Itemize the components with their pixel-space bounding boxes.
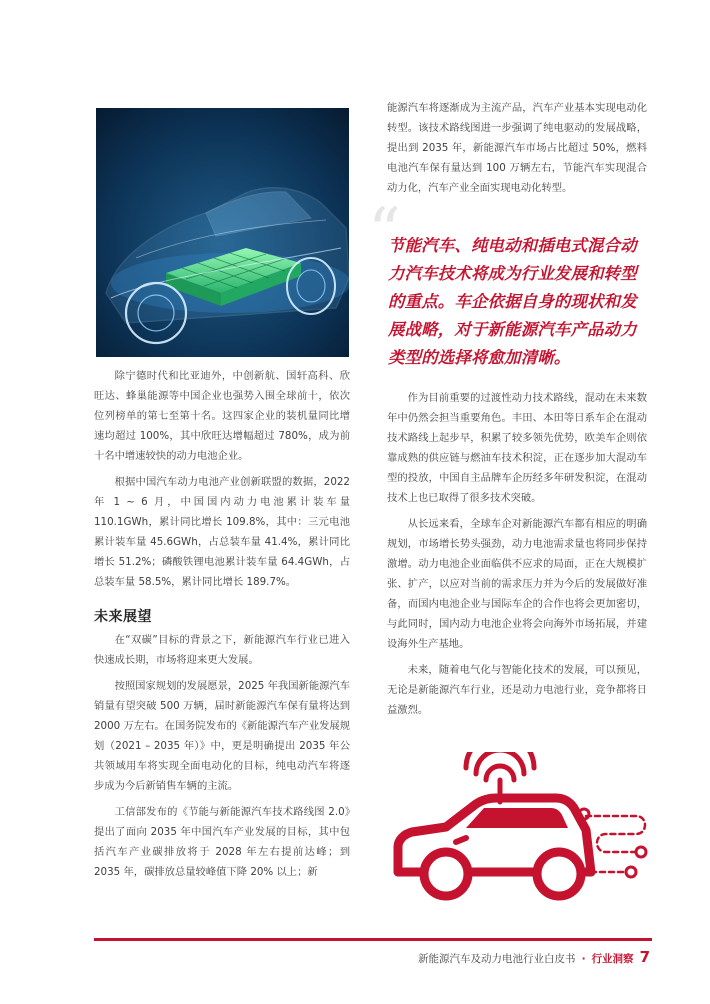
right-column-bottom (387, 388, 647, 726)
paragraph: 在“双碳”目标的背景之下，新能源汽车行业已进入快速成长期，市场将迎来更大发展。 (94, 634, 350, 666)
right-column-top (387, 98, 647, 204)
paragraph: 未来，随着电气化与智能化技术的发展，可以预见，无论是新能源汽车行业，还是动力电池行业，竞争都将日益激烈。 (387, 664, 647, 716)
quote-mark-icon: “ (368, 195, 401, 269)
paragraph: 从长远来看，全球车企对新能源汽车都有相应的明确规划，市场增长势头强劲，动力电池需求量也将同步保持激增。动力电池企业面临供不应求的局面，正在大规模扩张、扩产，以应对当前的需求压力并为今后的发展做好准备，而国内电池企业与国际车企的合作也将会更加密切，与此同时，国内动力电池企业将会向海外市场拓展，并建设海外生产基地。 (387, 518, 647, 650)
paragraph: 除宁德时代和比亚迪外，中创新航、国轩高科、欣旺达、蜂巢能源等中国企业也强势入围全球前十，依次位列榜单的第七至第十名。这四家企业的装机量同比增速均超过 100%，其中欣旺达增幅超过 780%，成为前十名中增速较快的动力电池企业。 (94, 370, 350, 462)
footer-separator: · (581, 953, 586, 965)
footer-divider (94, 938, 652, 941)
ev-battery-photo (96, 108, 349, 357)
pull-quote: 节能汽车、纯电动和插电式混合动力汽车技术将成为行业发展和转型的重点。车企依据自身的现状和发展战略，对于新能源汽车产品动力类型的选择将愈加清晰。 (388, 236, 637, 367)
left-column (94, 366, 350, 888)
paragraph: 根据中国汽车动力电池产业创新联盟的数据，2022 年 1 ~ 6 月，中国国内动力电池累计装车量 110.1GWh，累计同比增长 109.8%，其中：三元电池累计装车量 45.6GWh，占总装车量 41.4%，累计同比增长 51.2%；磷酸铁锂电池累计装车量 64.4GWh，占总装车量 58.5%，累计同比增长 189.7%。 (94, 476, 350, 588)
paragraph: 能源汽车将逐渐成为主流产品，汽车产业基本实现电动化转型。该技术路线图进一步强调了纯电驱动的发展战略，提出到 2035 年，新能源汽车市场占比超过 50%，燃料电池汽车保有量达到 100 万辆左右，节能汽车实现混合动力化，汽车产业全面实现电动化转型。 (387, 102, 647, 194)
page-footer (418, 948, 650, 966)
publication-title: 新能源汽车及动力电池行业白皮书 (418, 953, 576, 965)
footer-section: 行业洞察 (591, 953, 634, 965)
page-number: 7 (639, 948, 650, 966)
paragraph: 按照国家规划的发展愿景，2025 年我国新能源汽车销量有望突破 500 万辆，届时新能源汽车保有量将达到 2000 万左右。在国务院发布的《新能源汽车产业发展规划（2021 – 2035 年）》中，更是明确提出 2035 年公共领域用车将实现全面电动化的目标，纯电动汽车将逐步成为今后新销售车辆的主流。 (94, 680, 351, 792)
paragraph: 作为目前重要的过渡性动力技术路线，混动在未来数年中仍然会担当重要角色。丰田、本田等日系车企在混动技术路线上起步早，积累了较多领先优势，欧美车企则依靠成熟的供应链与燃油车技术积淀，正在逐步加大混动车型的投放，中国自主品牌车企历经多年研发积淀，在混动技术上也已取得了很多技术突破。 (387, 392, 647, 504)
connected-car-icon (386, 752, 656, 912)
section-title: 未来展望 (94, 609, 152, 625)
paragraph: 工信部发布的《节能与新能源汽车技术路线图 2.0》提出了面向 2035 年中国汽车产业发展的目标，其中包括汽车产业碳排放将于 2028 年左右提前达峰；到 2035 年，碳排放总量较峰值下降 20% 以上；新 (94, 806, 350, 878)
